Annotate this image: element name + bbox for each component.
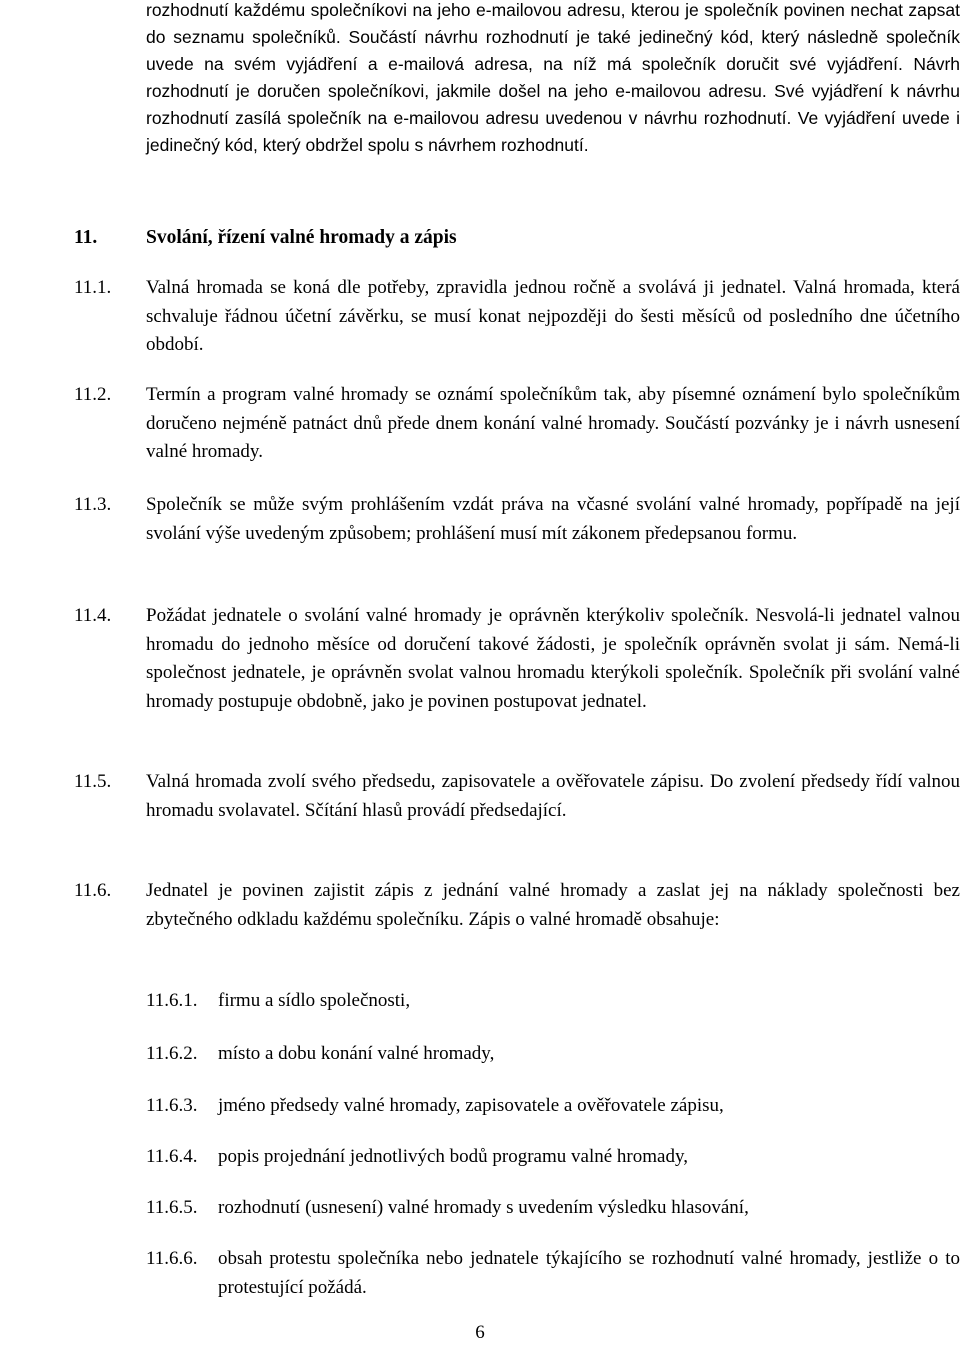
subclause-11-6-1 (146, 987, 960, 1016)
clause-11-3 (74, 491, 960, 548)
clause-number: 11.3. (74, 494, 112, 515)
section-number: 11. (74, 227, 98, 248)
clause-11-6 (74, 877, 960, 934)
subclause-text: jméno předsedy valné hromady, zapisovatele a ověřovatele zápisu, (218, 1095, 724, 1116)
clause-number: 11.6. (74, 880, 112, 901)
subclause-text: rozhodnutí (usnesení) valné hromady s uvedením výsledku hlasování, (218, 1197, 749, 1218)
subclause-text: firmu a sídlo společnosti, (218, 990, 411, 1011)
clause-11-1 (74, 274, 960, 360)
subclause-text: popis projednání jednotlivých bodů programu valné hromady, (218, 1146, 688, 1167)
page-number: 6 (475, 1322, 485, 1343)
clause-number: 11.2. (74, 384, 112, 405)
continuation-paragraph (146, 0, 960, 159)
subclause-text: místo a dobu konání valné hromady, (218, 1043, 495, 1064)
subclause-11-6-2 (146, 1040, 960, 1069)
clause-number: 11.5. (74, 771, 112, 792)
clause-number: 11.4. (74, 605, 112, 626)
subclause-number: 11.6.2. (146, 1043, 198, 1064)
clause-text: Požádat jednatele o svolání valné hromady je oprávněn kterýkoliv společník. Nesvolá-li jednatel valnou hromadu do jednoho měsíce od doručení takové žádosti, je společník oprávněn svolat ji sám. Nemá-li společnost jednatele, je oprávněn svolat valnou hromadu kterýkoli společník. Společník při svolání valné hromady postupuje obdobně, jako je povinen postupovat jednatel. (146, 605, 960, 712)
section-heading (74, 224, 457, 251)
clause-text: Termín a program valné hromady se oznámí společníkům tak, aby písemné oznámení bylo společníkům doručeno nejméně patnáct dnů přede dnem konání valné hromady. Součástí pozvánky je i návrh usnesení valné hromady. (146, 384, 960, 462)
subclause-number: 11.6.1. (146, 990, 198, 1011)
subclause-number: 11.6.5. (146, 1197, 198, 1218)
clause-text: Valná hromada zvolí svého předsedu, zapisovatele a ověřovatele zápisu. Do zvolení předsedy řídí valnou hromadu svolavatel. Sčítání hlasů provádí předsedající. (146, 771, 960, 821)
clause-number: 11.1. (74, 277, 112, 298)
continuation-text: rozhodnutí každému společníkovi na jeho e-mailovou adresu, kterou je společník povinen nechat zapsat do seznamu společníků. Součástí návrhu rozhodnutí je také jedinečný kód, který následně společník uvede na svém vyjádření a e-mailová adresa, na níž má společník doručit své vyjádření. Návrh rozhodnutí je doručen společníkovi, jakmile došel na jeho e-mailovou adresu. Své vyjádření k návrhu rozhodnutí zasílá společník na e-mailovou adresu uvedenou v návrhu rozhodnutí. Ve vyjádření uvede i jedinečný kód, který obdržel spolu s návrhem rozhodnutí. (146, 0, 960, 155)
clause-11-2 (74, 381, 960, 467)
subclause-11-6-4 (146, 1143, 960, 1172)
subclause-11-6-6 (146, 1245, 960, 1302)
clause-text: Valná hromada se koná dle potřeby, zpravidla jednou ročně a svolává ji jednatel. Valná hromada, která schvaluje řádnou účetní závěrku, se musí konat nejpozději do šesti měsíců od posledního dne účetního období. (146, 277, 960, 355)
section-title: Svolání, řízení valné hromady a zápis (146, 227, 457, 248)
subclause-11-6-5 (146, 1194, 960, 1223)
clause-text: Společník se může svým prohlášením vzdát práva na včasné svolání valné hromady, popřípadě na její svolání výše uvedeným způsobem; prohlášení musí mít zákonem předepsanou formu. (146, 494, 960, 544)
clause-11-4 (74, 602, 960, 716)
subclause-11-6-3 (146, 1092, 960, 1121)
clause-11-5 (74, 768, 960, 825)
subclause-number: 11.6.3. (146, 1095, 198, 1116)
subclause-text: obsah protestu společníka nebo jednatele týkajícího se rozhodnutí valné hromady, jestliže o to protestující požádá. (218, 1248, 960, 1298)
subclause-number: 11.6.4. (146, 1146, 198, 1167)
clause-text: Jednatel je povinen zajistit zápis z jednání valné hromady a zaslat jej na náklady společnosti bez zbytečného odkladu každému společníku. Zápis o valné hromadě obsahuje: (146, 880, 960, 930)
subclause-number: 11.6.6. (146, 1248, 198, 1269)
